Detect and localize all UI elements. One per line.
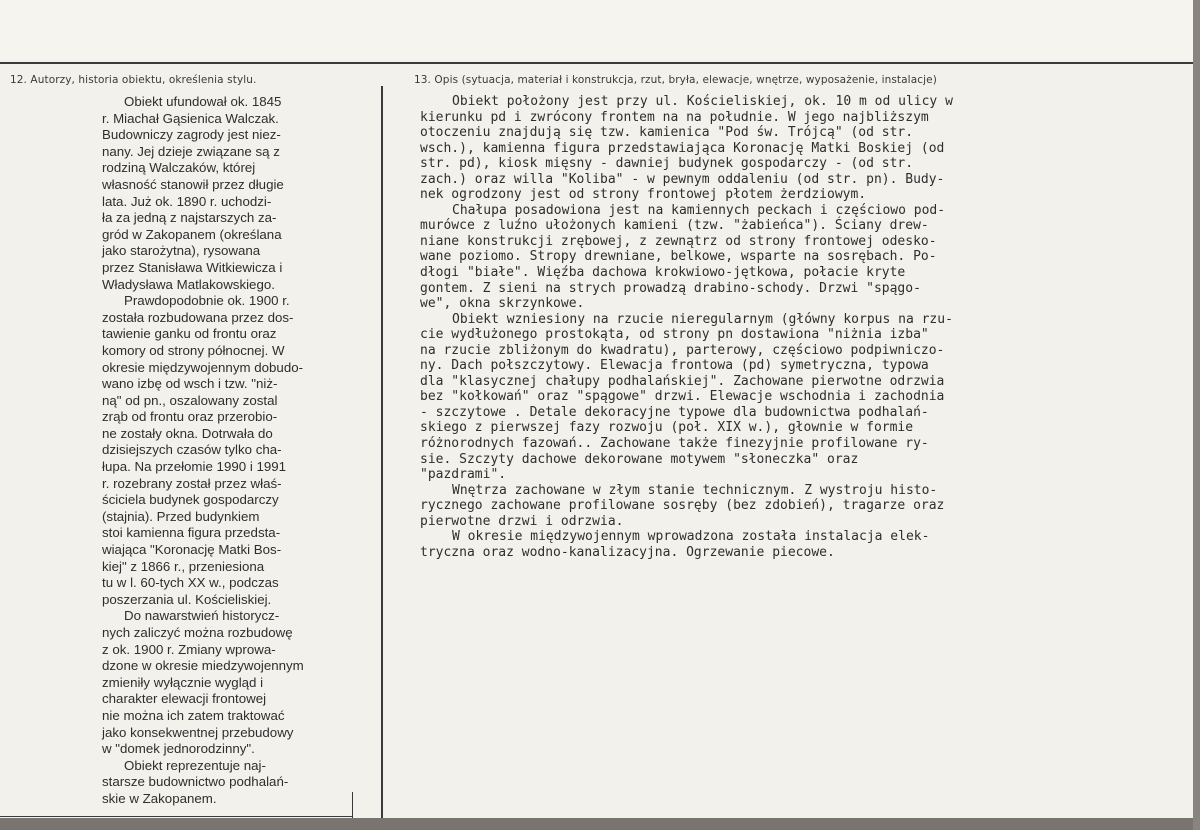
history-paragraph: Do nawarstwień historycz- nych zaliczyć można rozbudowę z ok. 1900 r. Zmiany wprowa- dzone w okresie miedzywojennym zmieniły wyłącznie wygląd i charakter elewacji frontowej nie można ich zatem traktować jako konsekwentnej przebudowy w "domek jednorodzinny". [102,608,304,757]
description-paragraph: W okresie międzywojennym wprowadzona została instalacja elek- tryczna oraz wodno-kanalizacyjna. Ogrzewanie piecowe. [420,529,930,560]
top-rule [0,62,1193,64]
history-paragraph: Obiekt reprezentuje naj- starsze budownictwo podhalań- skie w Zakopanem. [102,757,289,806]
section-12-heading: 12. Autorzy, historia obiektu, określenia stylu. [10,74,257,86]
description-text [420,94,980,560]
description-paragraph: Obiekt położony jest przy ul. Kościeliskiej, ok. 10 m od ulicy w kierunku pd i zwrócony frontem na na południe. W jego najbliższym otoczeniu znajdują się tzw. kamienica "Pod św. Trójcą" (od str. wsch.), kamienna figura przedstawiająca Koronację Matki Boskiej (od str. pd), kiosk mięsny - dawniej budynek gospodarczy - (od str. zach.) oraz willa "Koliba" - w pewnym oddaleniu (od str. pn). Budy- nek ogrodzony jest od strony frontowej płotem żerdziowym. [420,94,953,203]
sheet-top-margin [0,0,1200,60]
description-paragraph: Wnętrza zachowane w złym stanie technicznym. Z wystroju histo- rycznego zachowane profilowane sosręby (bez zdobień), tragarze oraz pierwotne drzwi i odrzwia. [420,482,945,529]
description-paragraph: Obiekt wzniesiony na rzucie nieregularnym (główny korpus na rzu- cie wydłużonego prostokąta, od strony pn dostawiona "niżnia izba" na rzucie zbliżonym do kwadratu), parterowy, częściowo podpiwniczo- ny. Dach połszczytowy. Elewacja frontowa (pd) symetryczna, typowa dla "klasycznej chałupy podhalańskiej". Zachowane pierwotne odrzwia bez "kołkowań" oraz "spągowe" drzwi. Elewacje wschodnia i zachodnia - szczytowe . Detale dekoracyjne typowe dla budownictwa podhalań- skiego z pierwszej fazy rozwoju (poł. XIX w.), głownie w formie różnorodnych fazowań.. Zachowane także finezyjnie profilowane ry- sie. Szczyty dachowe dekorowane motywem "słoneczka" oraz "pazdrami". [420,311,953,483]
left-column-divider [381,86,383,818]
scan-bottom-edge [0,818,1200,830]
history-text [102,94,372,808]
left-bottom-rule [0,816,353,817]
section-13-heading: 13. Opis (sytuacja, materiał i konstrukcja, rzut, bryła, elewacje, wnętrze, wyposażenie, instalacje) [414,74,937,86]
history-paragraph: Prawdopodobnie ok. 1900 r. została rozbudowana przez dos- tawienie ganku od frontu oraz komory od strony północnej. W okresie międzywojennym dobudo- wano izbę od wsch i tzw. "niż- ną" od pn., oszalowany zostal zrąb od frontu oraz przerobio- ne zostały okna. Dotrwała do dzisiejszych czasów tylko cha- łupa. Na przełomie 1990 i 1991 r. rozebrany został przez właś- ściciela budynek gospodarczy (stajnia). Przed budynkiem stoi kamienna figura przedsta- wiająca "Koronację Matki Bos- kiej" z 1866 r., przeniesiona tu w l. 60-tych XX w., podczas poszerzania ul. Kościeliskiej. [102,293,304,607]
scan-right-edge [1193,0,1200,830]
history-paragraph: Obiekt ufundował ok. 1845 r. Miachał Gąsienica Walczak. Budowniczy zagrody jest niez- nany. Jej dzieje związane są z rodziną Walczaków, której własność stanowił przez długie lata. Już ok. 1890 r. uchodzi- ła za jedną z najstarszych za- gród w Zakopanem (określana jako starożytna), rysowana przez Stanisława Witkiewicza i Władysława Matlakowskiego. [102,94,284,292]
description-paragraph: Chałupa posadowiona jest na kamiennych peckach i częściowo pod- murówce z luźno ułożonych kamieni (tzw. "żabieńca"). Ściany drew- niane konstrukcji zrębowej, z zewnątrz od strony frontowej odesko- wane poziomo. Stropy drewniane, belkowe, wsparte na sosrębach. Po- dłogi "białe". Więźba dachowa krokwiowo-jętkowa, połacie kryte gontem. Z sieni na strych prowadzą drabino-schody. Drzwi "spągo- we", okna skrzynkowe. [420,202,946,312]
